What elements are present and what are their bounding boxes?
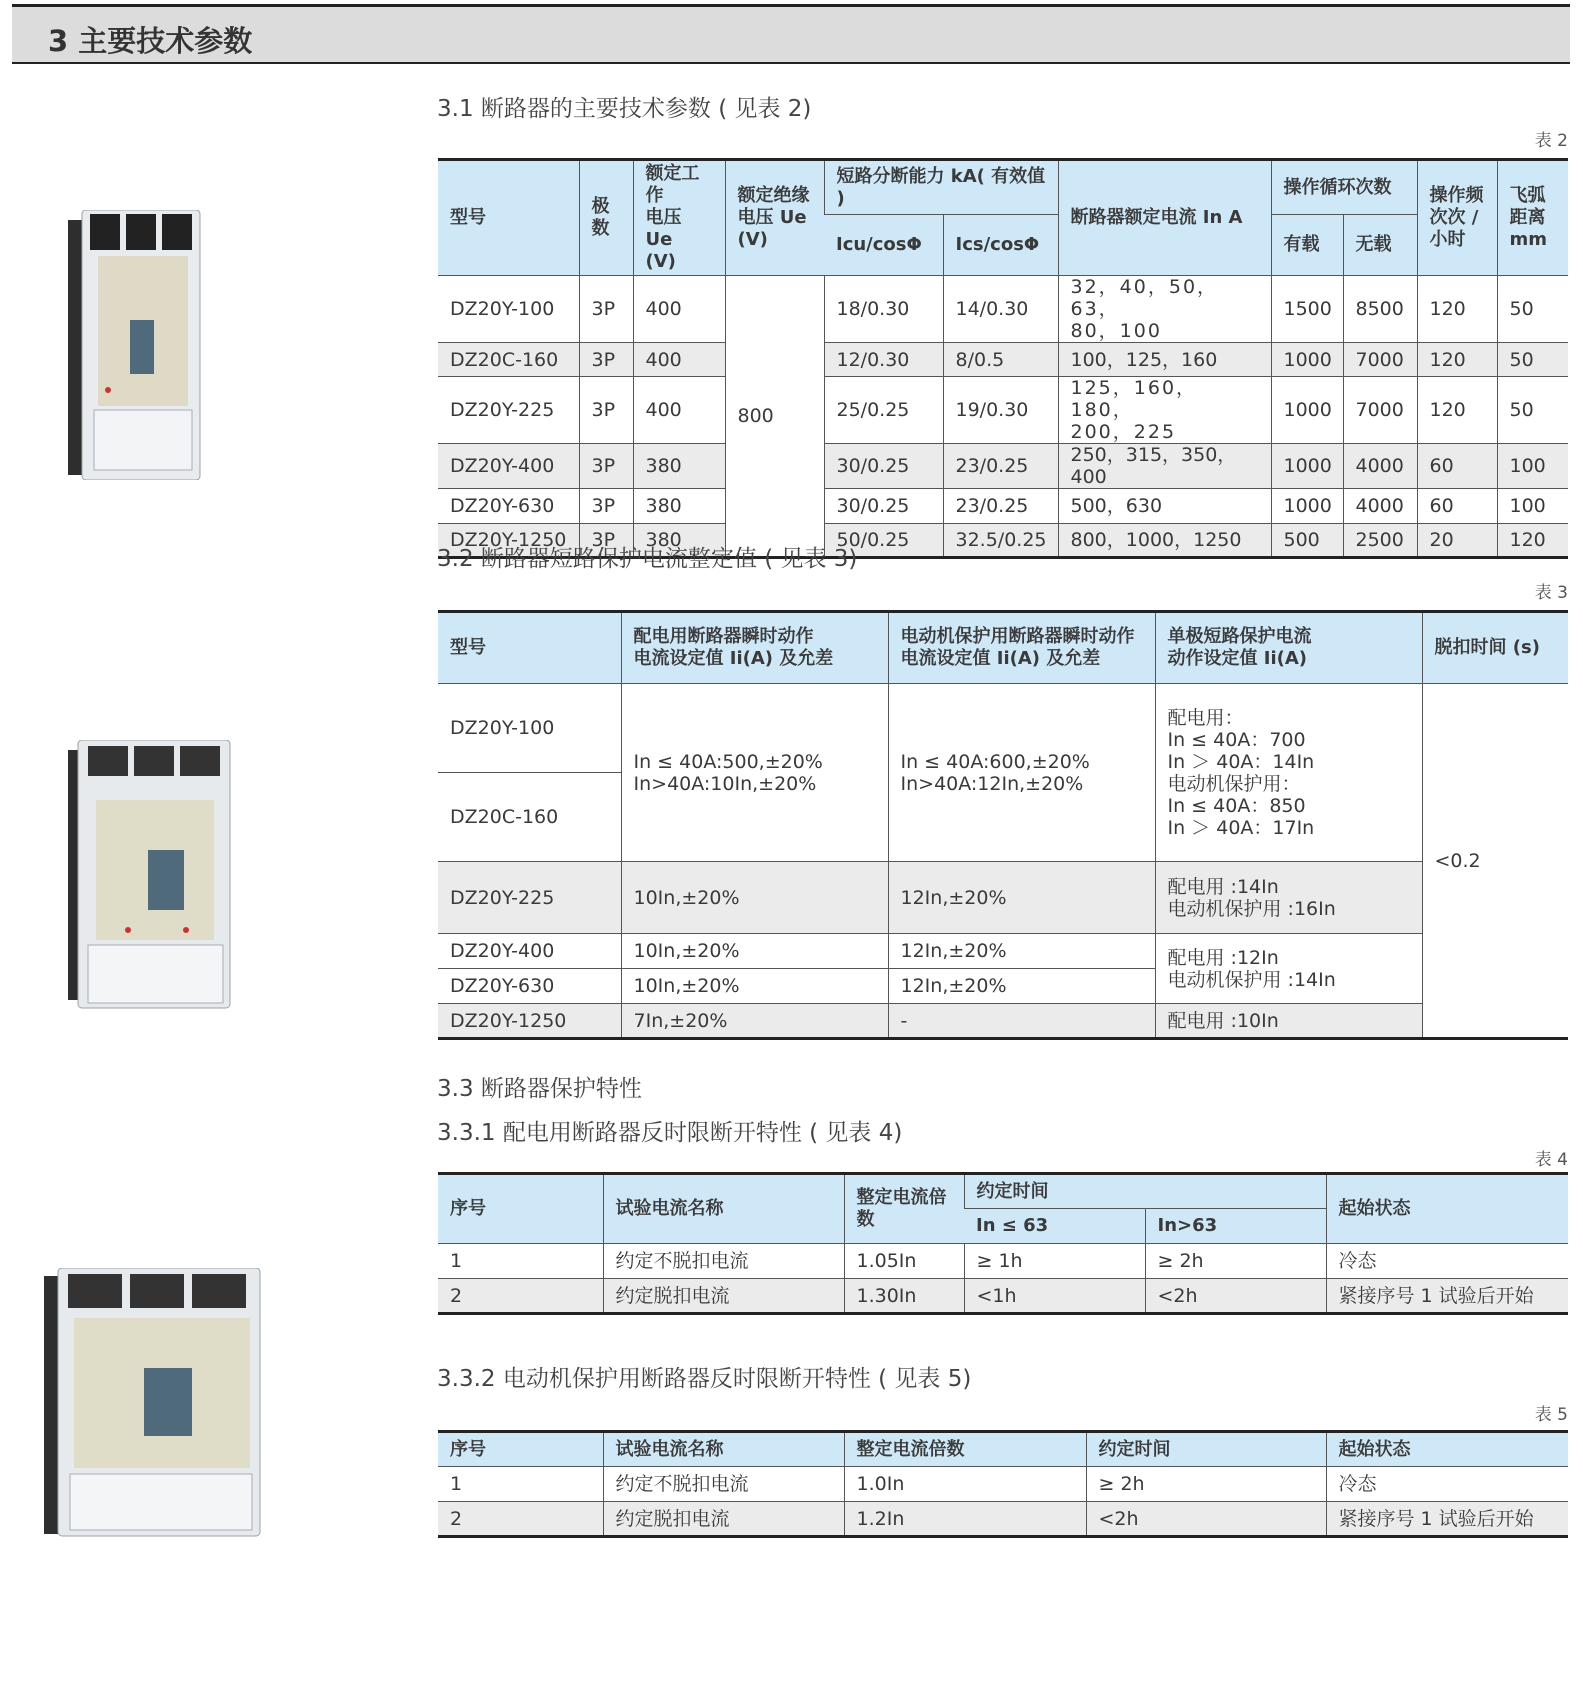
cell: 380 — [633, 489, 725, 524]
breaker-image-2 — [68, 740, 233, 1010]
table-row — [438, 377, 1568, 444]
cell: 4000 — [1343, 444, 1417, 489]
heading-3-3: 3.3 断路器保护特性 — [437, 1076, 642, 1102]
heading-3-3-1: 3.3.1 配电用断路器反时限断开特性 ( 见表 4) — [437, 1120, 903, 1146]
cell: 2 — [438, 1279, 603, 1314]
cell: 800，1000，1250 — [1058, 524, 1271, 558]
cell: 400 — [633, 276, 725, 343]
cell: 1.30In — [844, 1279, 964, 1314]
cell: 约定不脱扣电流 — [603, 1467, 844, 1502]
cell: 20 — [1417, 524, 1497, 558]
cell: 1000 — [1271, 343, 1343, 377]
col-test-current: 试验电流名称 — [603, 1432, 844, 1467]
cell: DZ20Y-1250 — [438, 1004, 621, 1039]
col-operating-cycles: 操作循环次数 — [1271, 160, 1417, 215]
col-trip-time: 脱扣时间 (s) — [1422, 612, 1568, 684]
cell: 约定不脱扣电流 — [603, 1244, 844, 1279]
cell: 400 — [633, 343, 725, 377]
col-motor-setting: 电动机保护用断路器瞬时动作 电流设定值 Ii(A) 及允差 — [888, 612, 1155, 684]
cell: 1 — [438, 1244, 603, 1279]
cell: 12In,±20% — [888, 934, 1155, 969]
cell: <2h — [1145, 1279, 1326, 1314]
col-in-gt-63: In>63 — [1145, 1209, 1326, 1244]
col-model: 型号 — [438, 612, 621, 684]
cell: 50/0.25 — [824, 524, 943, 558]
cell: 100 — [1497, 489, 1568, 524]
cell: 7000 — [1343, 377, 1417, 444]
cell: 约定脱扣电流 — [603, 1279, 844, 1314]
table-2 — [438, 158, 1568, 559]
heading-3-1: 3.1 断路器的主要技术参数 ( 见表 2) — [437, 96, 812, 122]
cell: 23/0.25 — [943, 444, 1058, 489]
cell: <2h — [1086, 1502, 1326, 1537]
col-insulation-voltage: 额定绝缘 电压 Ue (V) — [725, 160, 824, 276]
heading-3-2: 3.2 断路器短路保护电流整定值 ( 见表 3) — [437, 546, 858, 572]
cell: 1.2In — [844, 1502, 1086, 1537]
cell: 7000 — [1343, 343, 1417, 377]
cell: 60 — [1417, 489, 1497, 524]
cell: 配电用 :10In — [1155, 1004, 1422, 1039]
cell: 配电用： In ≤ 40A：700 In ＞ 40A：14In 电动机保护用： In ≤ 40A：850 In ＞ 40A：17In — [1155, 684, 1422, 862]
col-rated-voltage: 额定工作 电压 Ue (V) — [633, 160, 725, 276]
table-3-label: 表 3 — [1534, 583, 1568, 603]
cell: 1000 — [1271, 444, 1343, 489]
table-row — [438, 1279, 1568, 1314]
col-model: 型号 — [438, 160, 579, 276]
cell: In ≤ 40A:600,±20% In>40A:12In,±20% — [888, 684, 1155, 862]
col-icu: Icu/cosΦ — [824, 215, 943, 276]
cell: 3P — [579, 444, 633, 489]
col-rated-current: 断路器额定电流 In A — [1058, 160, 1271, 276]
cell: 12In,±20% — [888, 862, 1155, 934]
cell: 50 — [1497, 377, 1568, 444]
cell: 500 — [1271, 524, 1343, 558]
cell: 30/0.25 — [824, 489, 943, 524]
cell: 380 — [633, 444, 725, 489]
cell: 1000 — [1271, 377, 1343, 444]
cell: In ≤ 40A:500,±20% In>40A:10In,±20% — [621, 684, 888, 862]
cell: 1.05In — [844, 1244, 964, 1279]
col-in-le-63: In ≤ 63 — [964, 1209, 1145, 1244]
cell: 50 — [1497, 343, 1568, 377]
table-row — [438, 684, 1568, 773]
table-row — [438, 343, 1568, 377]
cell: DZ20C-160 — [438, 773, 621, 862]
cell: 约定脱扣电流 — [603, 1502, 844, 1537]
table-row — [438, 1244, 1568, 1279]
cell: 2 — [438, 1502, 603, 1537]
table-row — [438, 444, 1568, 489]
table-2-label: 表 2 — [1534, 131, 1568, 151]
col-single-pole: 单极短路保护电流 动作设定值 Ii(A) — [1155, 612, 1422, 684]
cell: 10In,±20% — [621, 934, 888, 969]
col-breaking-capacity: 短路分断能力 kA( 有效值 ) — [824, 160, 1058, 215]
cell: 30/0.25 — [824, 444, 943, 489]
cell: 500，630 — [1058, 489, 1271, 524]
table-row — [438, 1502, 1568, 1537]
cell: DZ20Y-400 — [438, 934, 621, 969]
cell: 400 — [633, 377, 725, 444]
table-5 — [438, 1430, 1568, 1538]
table-row — [438, 276, 1568, 343]
breaker-image-3 — [44, 1268, 264, 1538]
col-test-current: 试验电流名称 — [603, 1174, 844, 1244]
cell: ≥ 2h — [1145, 1244, 1326, 1279]
breaker-image-1 — [68, 210, 203, 480]
cell: DZ20Y-100 — [438, 276, 579, 343]
cell: 1000 — [1271, 489, 1343, 524]
cell: ≥ 1h — [964, 1244, 1145, 1279]
cell: 25/0.25 — [824, 377, 943, 444]
cell: 1 — [438, 1467, 603, 1502]
cell: 冷态 — [1326, 1467, 1568, 1502]
col-start-state: 起始状态 — [1326, 1432, 1568, 1467]
col-no: 序号 — [438, 1174, 603, 1244]
cell: ≥ 2h — [1086, 1467, 1326, 1502]
col-loaded: 有载 — [1271, 215, 1343, 276]
heading-3-3-2: 3.3.2 电动机保护用断路器反时限断开特性 ( 见表 5) — [437, 1366, 972, 1392]
cell: 380 — [633, 524, 725, 558]
table-row — [438, 862, 1568, 934]
col-agreed-time: 约定时间 — [964, 1174, 1326, 1209]
col-start-state: 起始状态 — [1326, 1174, 1568, 1244]
cell-trip-time: <0.2 — [1422, 684, 1568, 1039]
col-arc-distance: 飞弧 距离 mm — [1497, 160, 1568, 276]
table-row — [438, 934, 1568, 969]
cell: 2500 — [1343, 524, 1417, 558]
cell: 3P — [579, 377, 633, 444]
cell: 120 — [1417, 343, 1497, 377]
col-poles: 极 数 — [579, 160, 633, 276]
col-op-frequency: 操作频 次次 / 小时 — [1417, 160, 1497, 276]
cell: 4000 — [1343, 489, 1417, 524]
section-title: 3 主要技术参数 — [48, 24, 253, 58]
cell: 10In,±20% — [621, 969, 888, 1004]
cell: 32，40，50，63， 80，100 — [1058, 276, 1271, 343]
cell: DZ20Y-400 — [438, 444, 579, 489]
section-header — [12, 4, 1570, 64]
cell: DZ20C-160 — [438, 343, 579, 377]
cell: 8500 — [1343, 276, 1417, 343]
table-row — [438, 1467, 1568, 1502]
cell: 100 — [1497, 444, 1568, 489]
cell: 紧接序号 1 试验后开始 — [1326, 1279, 1568, 1314]
cell: 14/0.30 — [943, 276, 1058, 343]
col-no: 序号 — [438, 1432, 603, 1467]
table-4-label: 表 4 — [1534, 1150, 1568, 1170]
cell: DZ20Y-225 — [438, 862, 621, 934]
col-ics: Ics/cosΦ — [943, 215, 1058, 276]
cell: DZ20Y-630 — [438, 969, 621, 1004]
cell: 250，315，350，400 — [1058, 444, 1271, 489]
cell: 3P — [579, 489, 633, 524]
col-multiple: 整定电流倍 数 — [844, 1174, 964, 1244]
cell: 配电用 :12In 电动机保护用 :14In — [1155, 934, 1422, 1004]
cell: 7In,±20% — [621, 1004, 888, 1039]
cell: 19/0.30 — [943, 377, 1058, 444]
cell: 32.5/0.25 — [943, 524, 1058, 558]
cell: 12In,±20% — [888, 969, 1155, 1004]
cell: 23/0.25 — [943, 489, 1058, 524]
cell: 配电用 :14In 电动机保护用 :16In — [1155, 862, 1422, 934]
cell: 60 — [1417, 444, 1497, 489]
table-3 — [438, 610, 1568, 1040]
cell: 紧接序号 1 试验后开始 — [1326, 1502, 1568, 1537]
cell: 3P — [579, 343, 633, 377]
cell: 100，125，160 — [1058, 343, 1271, 377]
cell: - — [888, 1004, 1155, 1039]
cell: 1500 — [1271, 276, 1343, 343]
cell: 50 — [1497, 276, 1568, 343]
cell: 8/0.5 — [943, 343, 1058, 377]
col-unloaded: 无载 — [1343, 215, 1417, 276]
cell: 冷态 — [1326, 1244, 1568, 1279]
table-5-label: 表 5 — [1534, 1405, 1568, 1425]
table-row — [438, 489, 1568, 524]
cell: 120 — [1417, 377, 1497, 444]
cell: DZ20Y-225 — [438, 377, 579, 444]
cell: 1.0In — [844, 1467, 1086, 1502]
cell: <1h — [964, 1279, 1145, 1314]
col-dist-setting: 配电用断路器瞬时动作 电流设定值 Ii(A) 及允差 — [621, 612, 888, 684]
cell: 120 — [1497, 524, 1568, 558]
cell: 3P — [579, 524, 633, 558]
cell: 12/0.30 — [824, 343, 943, 377]
cell: 18/0.30 — [824, 276, 943, 343]
cell: 3P — [579, 276, 633, 343]
cell-insulation: 800 — [725, 276, 824, 558]
cell: 10In,±20% — [621, 862, 888, 934]
table-row — [438, 1004, 1568, 1039]
cell: DZ20Y-1250 — [438, 524, 579, 558]
cell: 120 — [1417, 276, 1497, 343]
cell: DZ20Y-100 — [438, 684, 621, 773]
table-4 — [438, 1172, 1568, 1315]
col-agreed-time: 约定时间 — [1086, 1432, 1326, 1467]
cell: DZ20Y-630 — [438, 489, 579, 524]
cell: 125，160，180， 200，225 — [1058, 377, 1271, 444]
col-multiple: 整定电流倍数 — [844, 1432, 1086, 1467]
